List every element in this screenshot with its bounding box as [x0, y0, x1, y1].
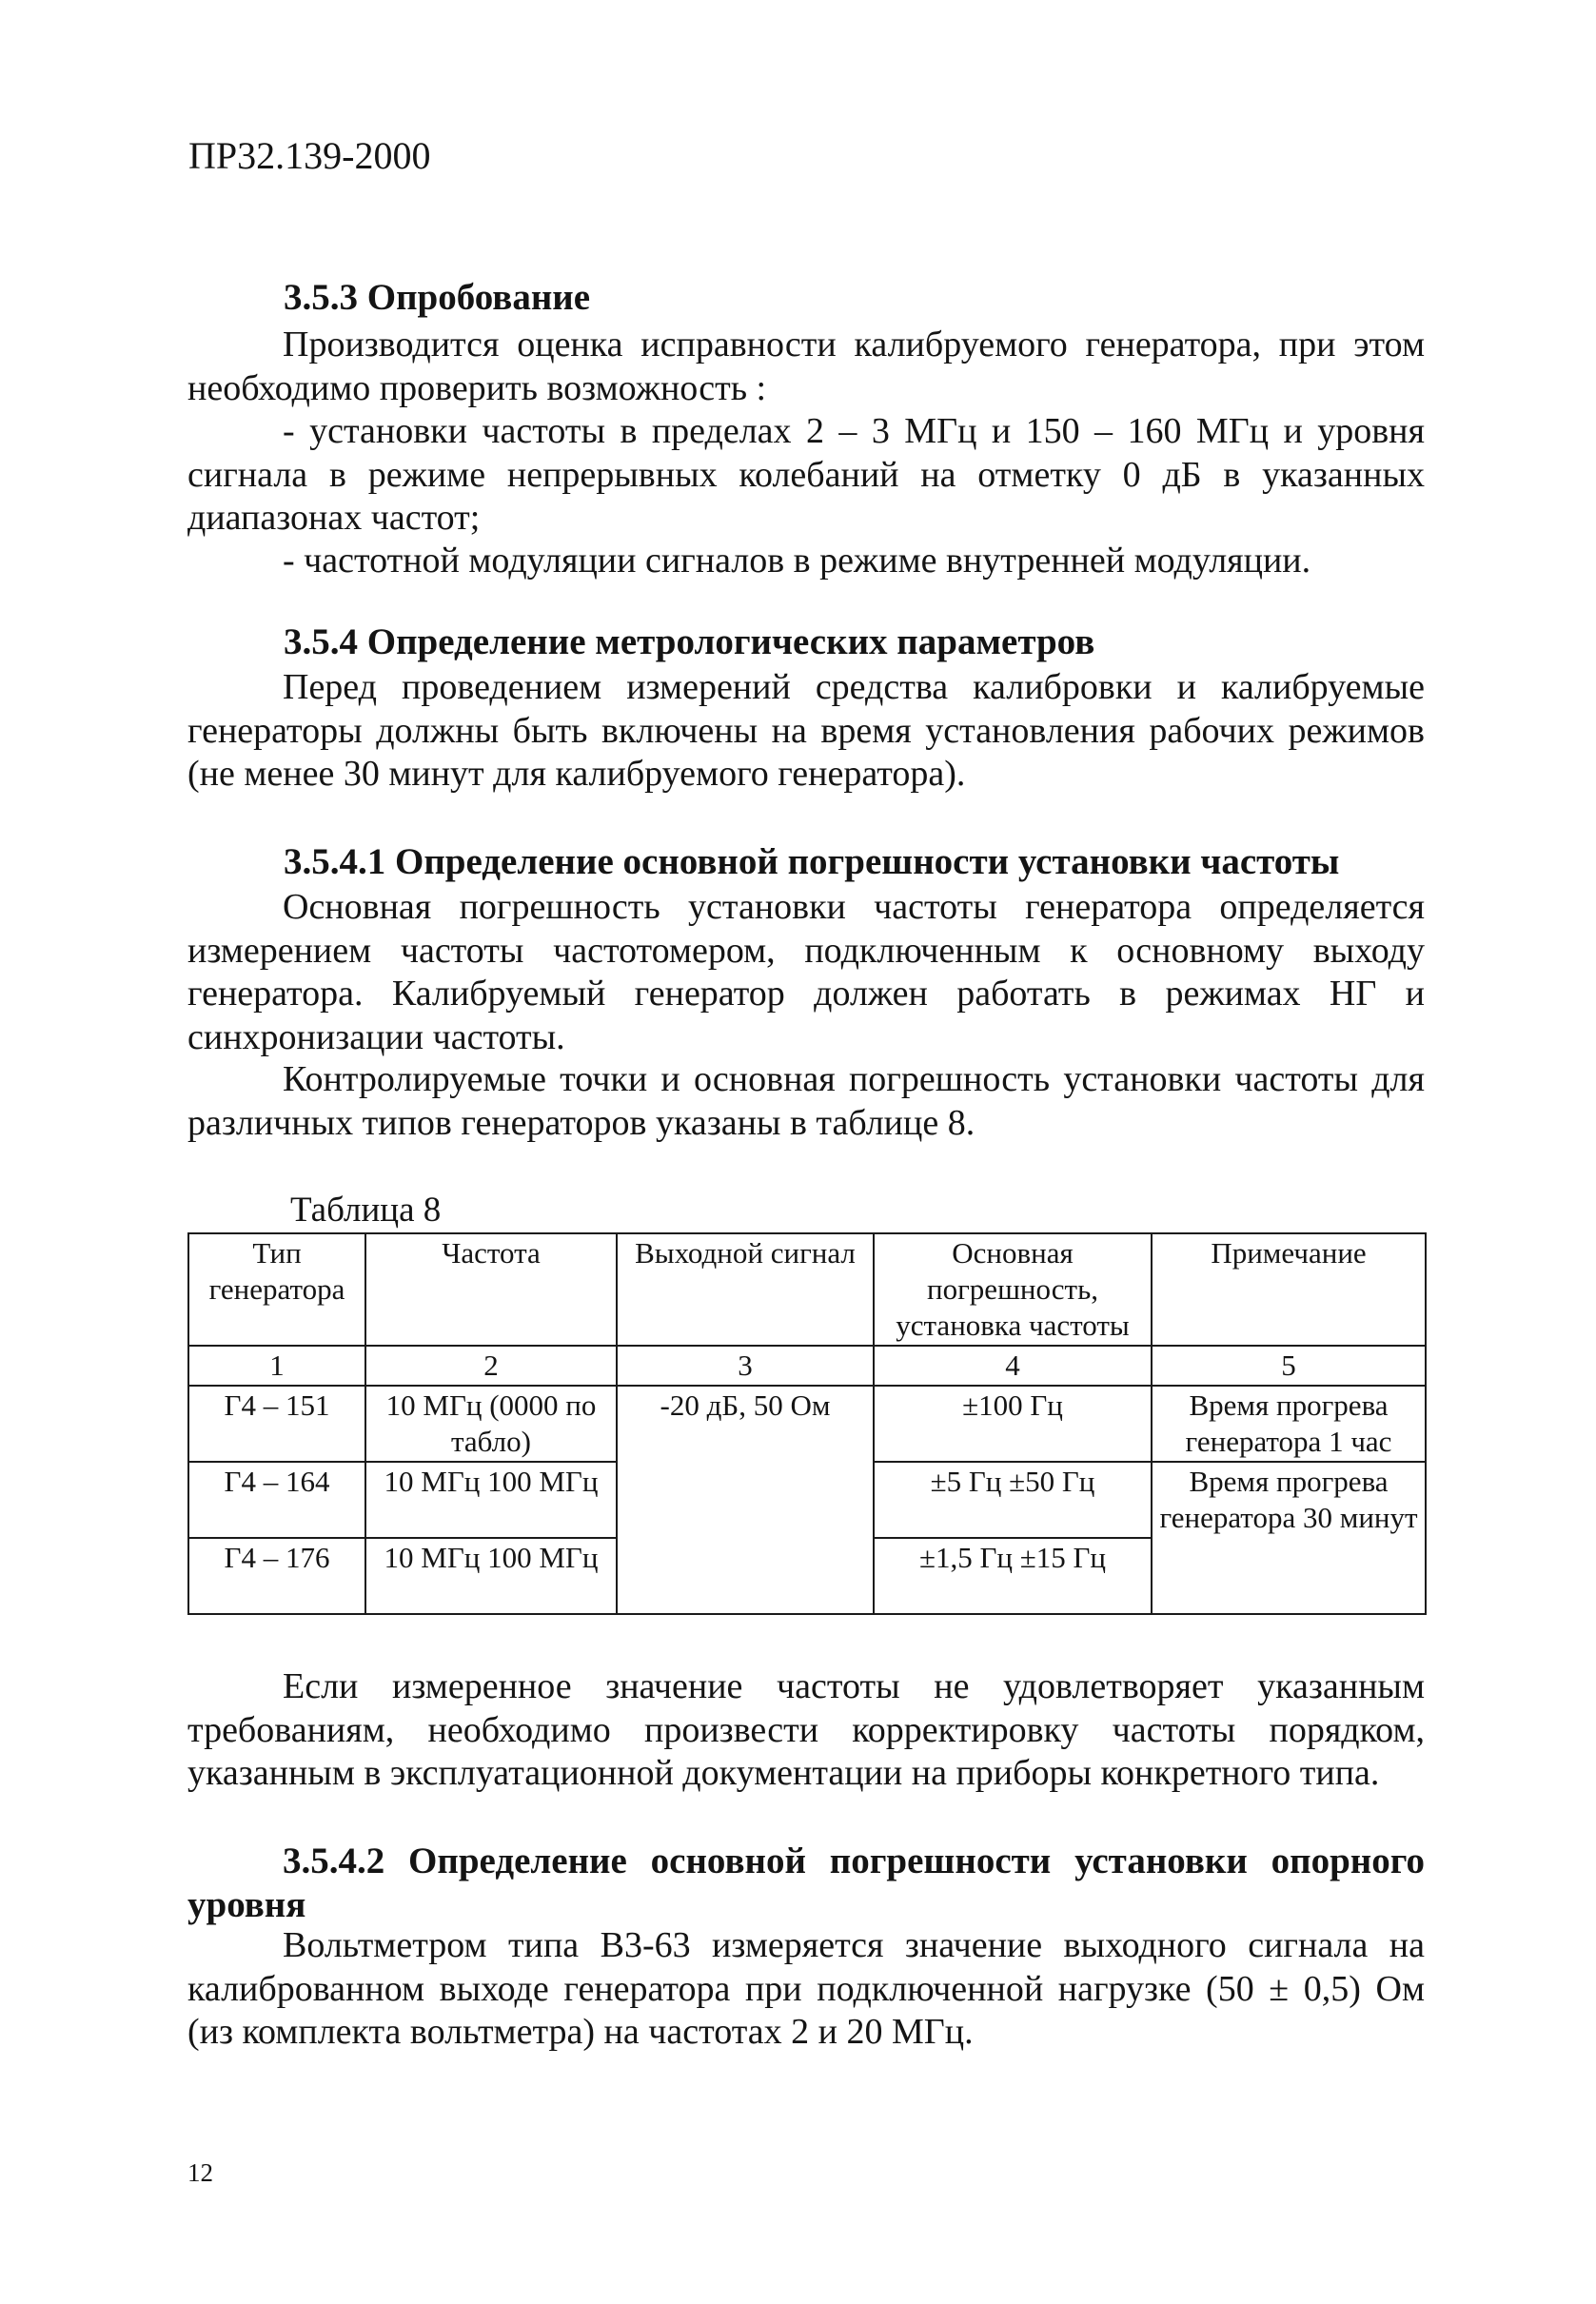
paragraph-3-5-4-1-method: Основная погрешность установки частоты генератора определяется измерением частоты частотомером, подключенным к основному выходу генератора. Калибруемый генератор должен работать в режимах НГ и синхронизации частоты.: [187, 887, 1425, 1057]
note-cell: Время прогрева генератора 30 минут: [1152, 1462, 1426, 1538]
frequency-cell: 10 МГц 100 МГц: [365, 1538, 617, 1614]
note-cell-merged: [1152, 1538, 1426, 1614]
frequency-error-cell: ±5 Гц ±50 Гц: [874, 1462, 1152, 1538]
generator-type-cell: Г4 – 151: [188, 1386, 365, 1462]
output-signal-cell-merged: [617, 1538, 874, 1614]
page-number: 12: [187, 2158, 213, 2187]
header-cell: Тип генератора: [188, 1233, 365, 1346]
header-cell: Основная погрешность, установка частоты: [874, 1233, 1152, 1346]
header-cell: Примечание: [1152, 1233, 1426, 1346]
table-row: [188, 1462, 1426, 1538]
table-column-number-row: [188, 1346, 1426, 1386]
generator-type-cell: Г4 – 176: [188, 1538, 365, 1614]
table-header-row: [188, 1233, 1426, 1346]
paragraph-3-5-4-2: Вольтметром типа В3-63 измеряется значение выходного сигнала на калиброванном выходе генератора при подключенной нагрузке (50 ± 0,5) Ом (из комплекта вольтметра) на частотах 2 и 20 МГц.: [187, 1925, 1425, 2053]
frequency-cell: 10 МГц 100 МГц: [365, 1462, 617, 1538]
output-signal-cell-merged: [617, 1462, 874, 1538]
section-heading-3-5-4: 3.5.4 Определение метрологических параметров: [284, 621, 1095, 662]
list-item-frequency-modulation: - частотной модуляции сигналов в режиме внутренней модуляции.: [283, 541, 1311, 581]
frequency-cell: 10 МГц (0000 по табло): [365, 1386, 617, 1462]
header-cell: Частота: [365, 1233, 617, 1346]
frequency-error-cell: ±100 Гц: [874, 1386, 1152, 1462]
paragraph-3-5-4: Перед проведением измерений средства калибровки и калибруемые генераторы должны быть включены на время установления рабочих режимов (не менее 30 минут для калибруемого генератора).: [187, 667, 1425, 795]
list-item-frequency-setting: - установки частоты в пределах 2 – 3 МГц и 150 – 160 МГц и уровня сигнала в режиме непрерывных колебаний на отметку 0 дБ в указанных диапазонах частот;: [187, 411, 1425, 539]
section-heading-3-5-4-1: 3.5.4.1 Определение основной погрешности установки частоты: [284, 841, 1340, 882]
column-number-cell: 1: [188, 1346, 365, 1386]
column-number-cell: 2: [365, 1346, 617, 1386]
column-number-cell: 5: [1152, 1346, 1426, 1386]
table-8: [187, 1232, 1427, 1615]
paragraph-3-5-4-1-points: Контролируемые точки и основная погрешность установки частоты для различных типов генераторов указаны в таблице 8.: [187, 1059, 1425, 1143]
column-number-cell: 4: [874, 1346, 1152, 1386]
frequency-error-cell: ±1,5 Гц ±15 Гц: [874, 1538, 1152, 1614]
note-cell: Время прогрева генератора 1 час: [1152, 1386, 1426, 1462]
table-row: [188, 1386, 1426, 1462]
header-cell: Выходной сигнал: [617, 1233, 874, 1346]
output-signal-cell: -20 дБ, 50 Ом: [617, 1386, 874, 1462]
paragraph-correction: Если измеренное значение частоты не удовлетворяет указанным требованиям, необходимо произвести корректировку частоты порядком, указанным в эксплуатационной документации на приборы конкретного типа.: [187, 1666, 1425, 1794]
table-row: [188, 1538, 1426, 1614]
generator-type-cell: Г4 – 164: [188, 1462, 365, 1538]
document-code: ПР32.139-2000: [188, 134, 431, 177]
section-heading-3-5-4-2: 3.5.4.2 Определение основной погрешности установки опорного уровня: [187, 1841, 1425, 1925]
table-caption: Таблица 8: [290, 1191, 442, 1230]
section-heading-3-5-3: 3.5.3 Опробование: [284, 277, 591, 318]
paragraph-3-5-3-intro: Производится оценка исправности калибруемого генератора, при этом необходимо проверить возможность :: [187, 325, 1425, 408]
column-number-cell: 3: [617, 1346, 874, 1386]
